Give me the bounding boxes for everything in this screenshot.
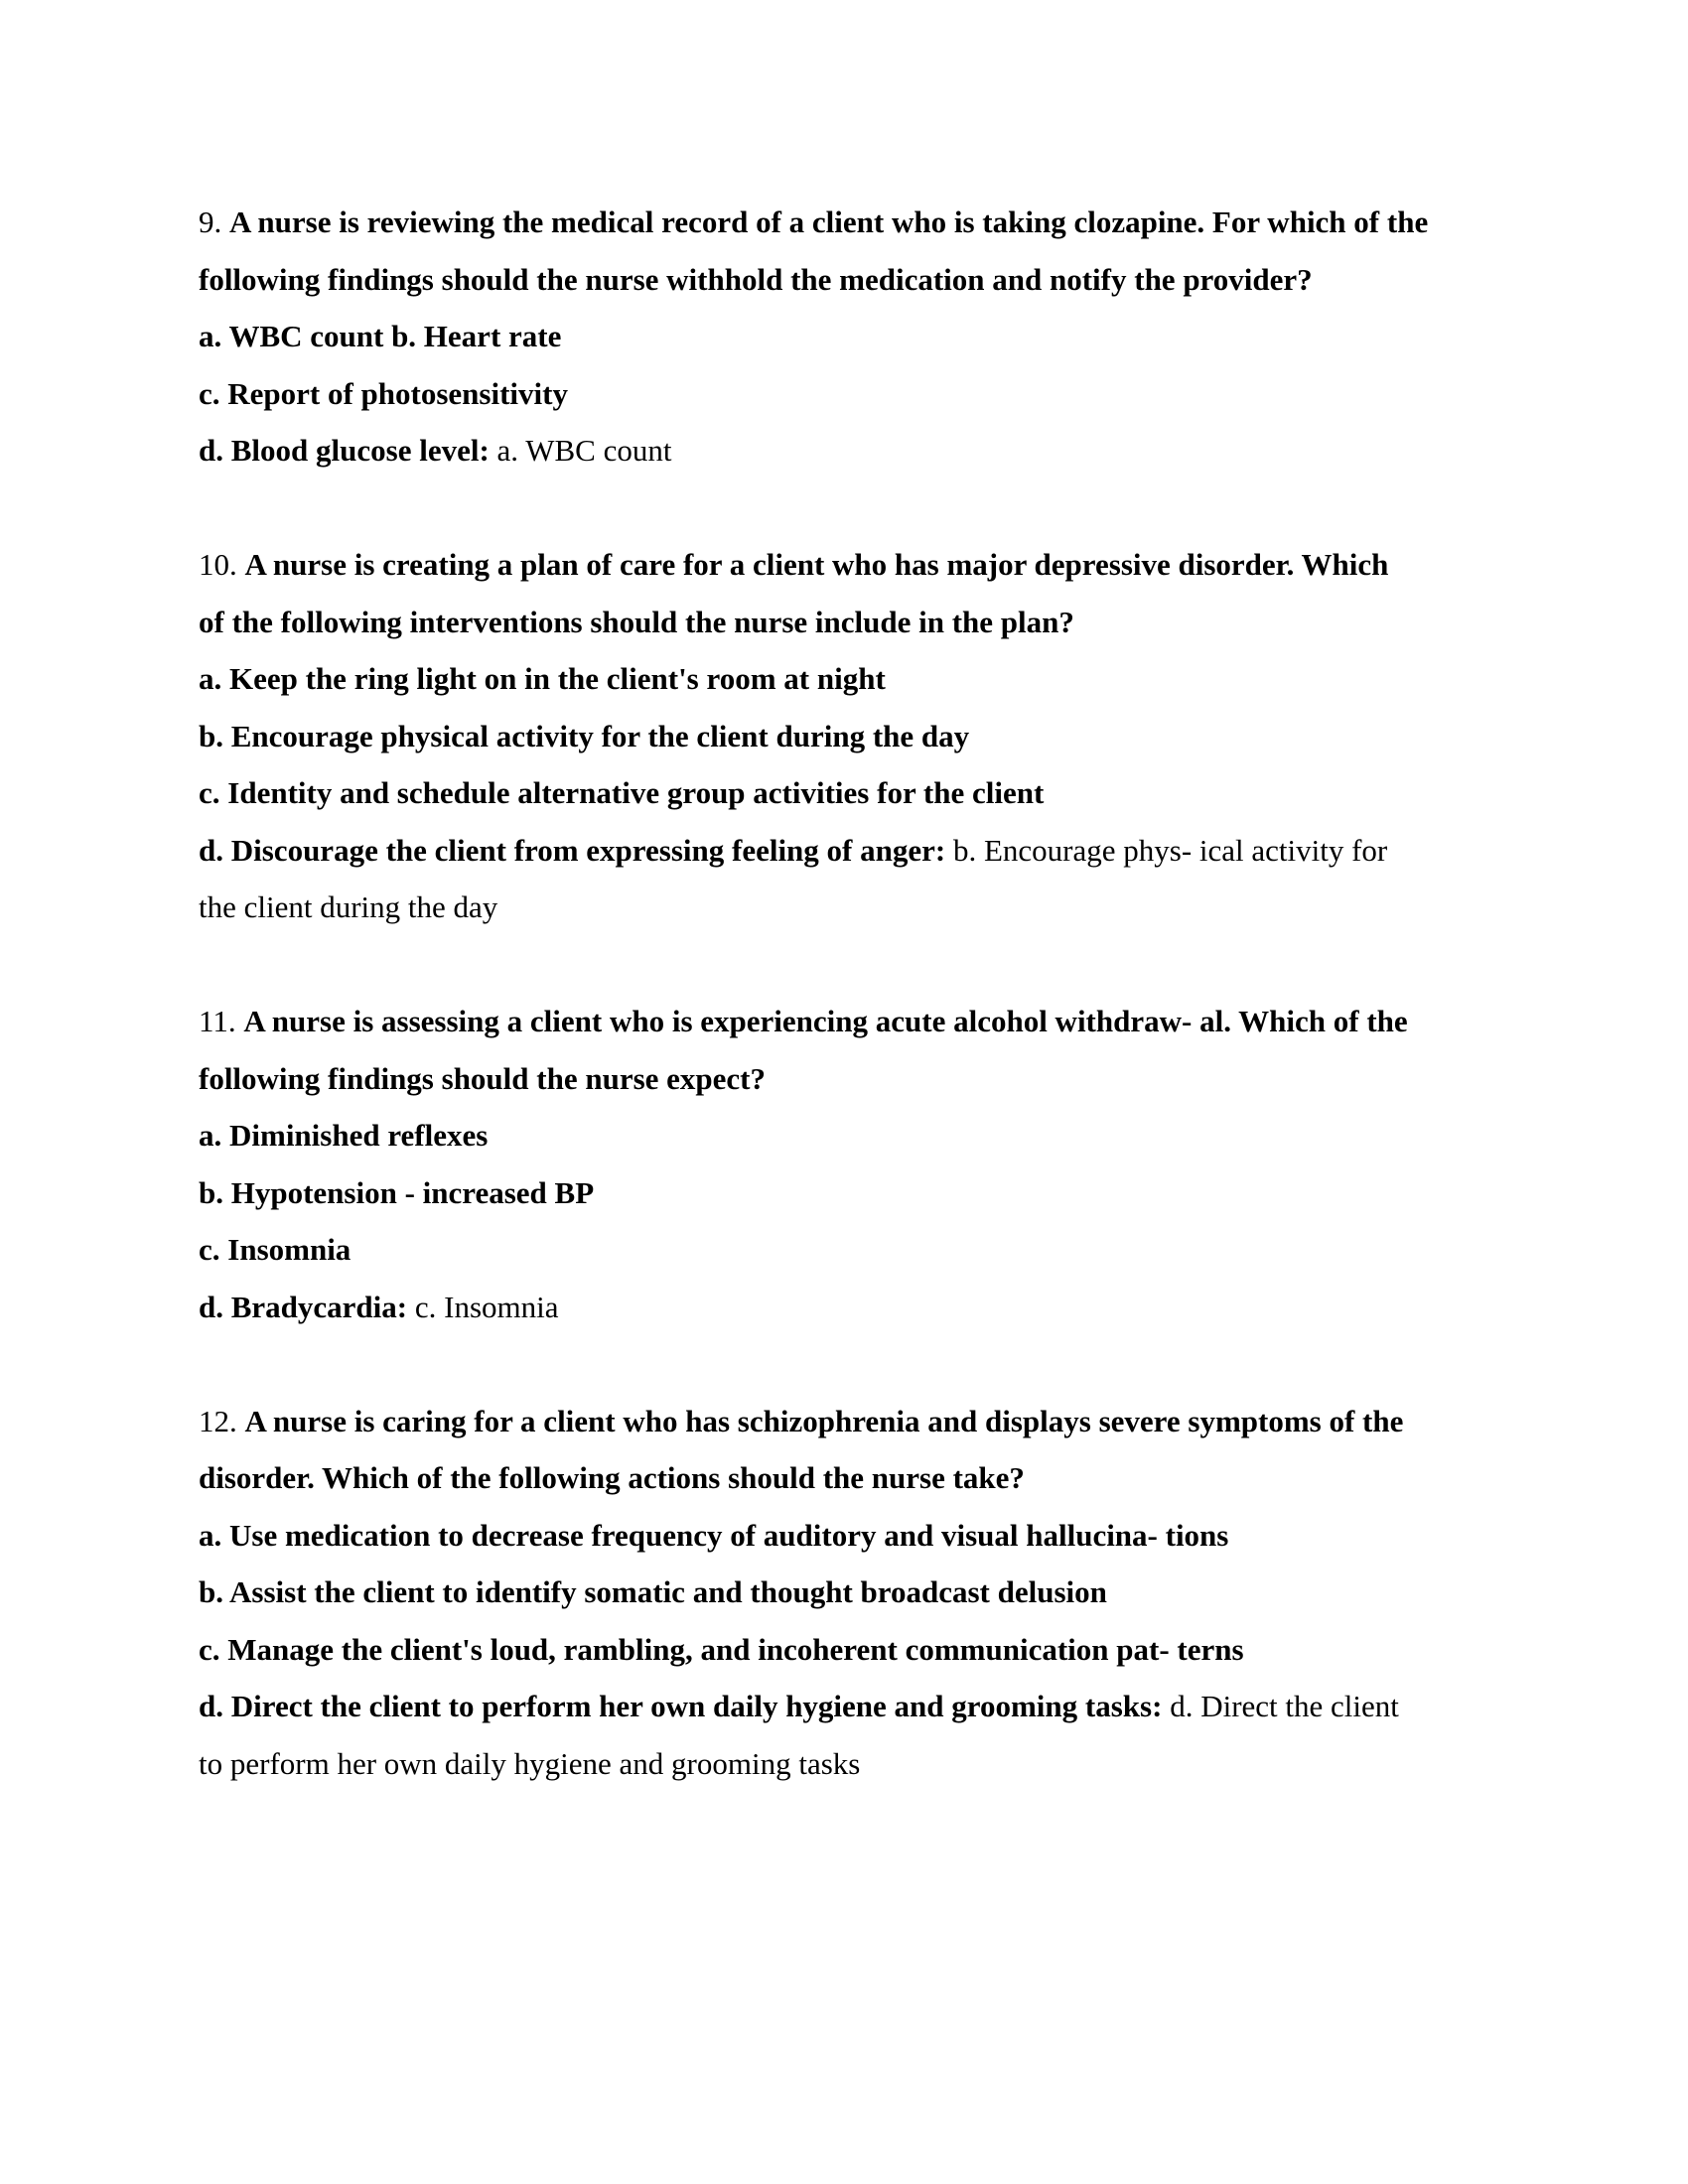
question-stem <box>199 536 1489 594</box>
option-c: c. Manage the client's loud, rambling, and incoherent communication pat- terns <box>199 1631 1244 1667</box>
question-stem-text: A nurse is creating a plan of care for a client who has major depressive disorder. Which <box>244 547 1389 582</box>
question-stem <box>199 993 1489 1050</box>
option-d: d. Direct the client to perform her own daily hygiene and grooming tasks: <box>199 1689 1163 1723</box>
last-option-with-answer <box>199 1678 1489 1735</box>
spacer <box>199 1335 1489 1393</box>
question-stem <box>199 1393 1489 1450</box>
question-stem <box>199 194 1489 251</box>
answer-text: d. Direct the client <box>1170 1689 1399 1723</box>
question-12 <box>199 1393 1489 1793</box>
answer-text-continued: the client during the day <box>199 889 498 924</box>
question-number: 9. <box>199 205 222 239</box>
spacer <box>199 479 1489 537</box>
question-number: 10. <box>199 547 237 582</box>
option-line: a. WBC count b. Heart rate <box>199 319 562 353</box>
option-a: a. Use medication to decrease frequency of auditory and visual hallucina- tions <box>199 1517 1229 1553</box>
answer-text: a. WBC count <box>496 433 672 468</box>
question-10 <box>199 536 1489 936</box>
option-b: b. Assist the client to identify somatic and thought broadcast delusion <box>199 1574 1107 1609</box>
answer-text-continued: to perform her own daily hygiene and grooming tasks <box>199 1745 861 1781</box>
last-option-with-answer <box>199 422 1489 479</box>
question-stem-continued: of the following interventions should the nurse include in the plan? <box>199 604 1074 639</box>
question-stem-continued: disorder. Which of the following actions should the nurse take? <box>199 1460 1025 1495</box>
option-c: c. Insomnia <box>199 1232 352 1267</box>
option-b: b. Hypotension - increased BP <box>199 1174 595 1210</box>
option-c: c. Identity and schedule alternative group activities for the client <box>199 775 1045 810</box>
spacer <box>199 936 1489 994</box>
question-stem-continued: following findings should the nurse withhold the medication and notify the provider? <box>199 261 1313 297</box>
question-stem-continued: following findings should the nurse expect? <box>199 1060 767 1096</box>
question-number: 11. <box>199 1004 236 1038</box>
document-page <box>199 194 1489 1792</box>
question-stem-text: A nurse is caring for a client who has schizophrenia and displays severe symptoms of the <box>244 1403 1404 1438</box>
option-b: b. Encourage physical activity for the client during the day <box>199 718 970 753</box>
question-11 <box>199 993 1489 1335</box>
answer-text: b. Encourage phys- ical activity for <box>952 832 1388 868</box>
option-d: d. Bradycardia: <box>199 1289 408 1324</box>
question-9 <box>199 194 1489 479</box>
question-number: 12. <box>199 1403 237 1438</box>
last-option-with-answer <box>199 822 1489 880</box>
answer-text: c. Insomnia <box>414 1289 559 1324</box>
option-d: d. Blood glucose level: <box>199 433 490 468</box>
last-option-with-answer <box>199 1279 1489 1336</box>
option-a: a. Diminished reflexes <box>199 1118 489 1153</box>
option-a: a. Keep the ring light on in the client's room at night <box>199 661 886 696</box>
question-stem-text: A nurse is assessing a client who is experiencing acute alcohol withdraw- al. Which of the <box>243 1004 1408 1038</box>
option-d: d. Discourage the client from expressing feeling of anger: <box>199 832 946 868</box>
question-stem-text: A nurse is reviewing the medical record of a client who is taking clozapine. For which of the <box>229 205 1429 239</box>
option-line: c. Report of photosensitivity <box>199 375 568 411</box>
